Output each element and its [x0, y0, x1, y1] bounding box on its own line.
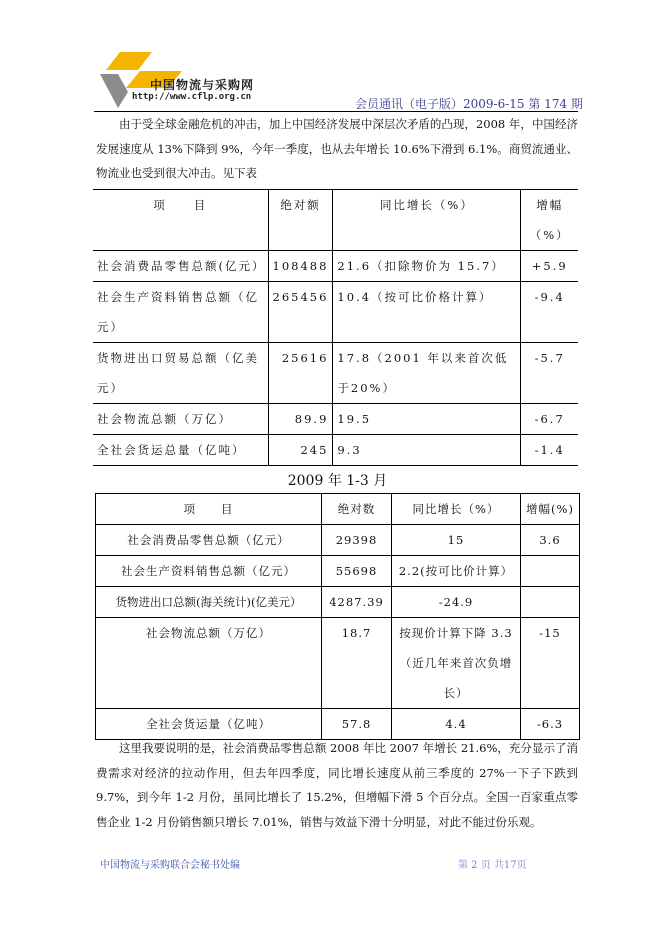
cell: 货物进出口贸易总额（亿美元） [93, 343, 268, 404]
table-2009-title: 2009 年 1-3 月 [287, 473, 388, 489]
header-cell: 绝对数 [322, 494, 392, 525]
cell: 18.7 [322, 618, 392, 709]
conclusion-paragraph: 这里我要说明的是，社会消费品零售总额 2008 年比 2007 年增长 21.6%，充分显示了消费需求对经济的拉动作用，但去年四季度，同比增长速度从前三季度的 27%一下子下跌到 9.7%，到今年 1-2 月份，虽同比增长了 15.2%，但增幅下滑 5 个百分点。全国一百家重点零售企业 1-2 月份销售额只增长 7.01%，销售与效益下滑十分明显，对此不能过份乐观。 [96, 741, 578, 829]
table-row [93, 282, 578, 343]
table-row [96, 709, 580, 740]
footer-page-number: 第 2 页 共17页 [458, 860, 527, 871]
cell: 29398 [322, 525, 392, 556]
cell: 17.8（2001 年以来首次低于20%） [333, 343, 521, 404]
table-header-row [96, 494, 580, 525]
cell: 245 [268, 435, 333, 466]
cell: 55698 [322, 556, 392, 587]
cell: 15 [392, 525, 521, 556]
cell: 货物进出口总额(海关统计)(亿美元） [96, 587, 322, 618]
cell: 4.4 [392, 709, 521, 740]
cell: -9.4 [521, 282, 578, 343]
cell: -6.3 [521, 709, 580, 740]
cell: 按现价计算下降 3.3（近几年来首次负增长） [392, 618, 521, 709]
cell: 全社会货运总量（亿吨） [93, 435, 268, 466]
cell: -24.9 [392, 587, 521, 618]
intro-paragraph: 由于受全球金融危机的冲击，加上中国经济发展中深层次矛盾的凸现，2008 年，中国经济发展速度从 13%下降到 9%，今年一季度，也从去年增长 10.6%下滑到 6.1%。商贸流通业、物流业也受到很大冲击。见下表 [96, 117, 578, 180]
cell: +5.9 [521, 251, 578, 282]
header-cell: 项 目 [96, 494, 322, 525]
header-cell: 增幅(%) [521, 494, 580, 525]
table-2009-q1 [95, 493, 580, 740]
logo-url: http://www.cflp.org.cn [132, 92, 252, 102]
cell: 10.4（按可比价格计算） [333, 282, 521, 343]
logo-name: 中国物流与采购网 [150, 78, 255, 92]
header-cell: 同比增长（%） [392, 494, 521, 525]
table-row [96, 587, 580, 618]
cell: 21.6（扣除物价为 15.7） [333, 251, 521, 282]
cell: 社会生产资料销售总额（亿元） [93, 282, 268, 343]
cell: 3.6 [521, 525, 580, 556]
cell: -1.4 [521, 435, 578, 466]
table-row [93, 435, 578, 466]
header-cell: 绝对额 [268, 190, 333, 251]
table-row [93, 251, 578, 282]
cell: 9.3 [333, 435, 521, 466]
cell: 108488 [268, 251, 333, 282]
cell: 19.5 [333, 404, 521, 435]
table-2008 [93, 189, 578, 466]
table-row [96, 556, 580, 587]
table-header-row [93, 190, 578, 251]
header-cell: 增幅（%） [521, 190, 578, 251]
cell: 社会生产资料销售总额（亿元） [96, 556, 322, 587]
cell [521, 556, 580, 587]
table-row [96, 618, 580, 709]
cell: 89.9 [268, 404, 333, 435]
footer-publisher: 中国物流与采购联合会秘书处编 [100, 860, 240, 871]
table-row [93, 404, 578, 435]
cell [521, 587, 580, 618]
cell: 4287.39 [322, 587, 392, 618]
cell: 社会消费品零售总额（亿元） [96, 525, 322, 556]
issue-header: 会员通讯（电子版）2009-6-15 第 174 期 [355, 97, 583, 111]
cell: 社会消费品零售总额(亿元） [93, 251, 268, 282]
cell: 社会物流总额（万亿） [96, 618, 322, 709]
cell: 全社会货运量（亿吨） [96, 709, 322, 740]
cell: -6.7 [521, 404, 578, 435]
cell: 社会物流总额（万亿） [93, 404, 268, 435]
cell: 25616 [268, 343, 333, 404]
cell: -5.7 [521, 343, 578, 404]
cell: 57.8 [322, 709, 392, 740]
table-row [96, 525, 580, 556]
cell: 2.2(按可比价计算） [392, 556, 521, 587]
cell: 265456 [268, 282, 333, 343]
header-cell: 项 目 [93, 190, 268, 251]
table-row [93, 343, 578, 404]
cell: -15 [521, 618, 580, 709]
header-cell: 同比增长（%） [333, 190, 521, 251]
